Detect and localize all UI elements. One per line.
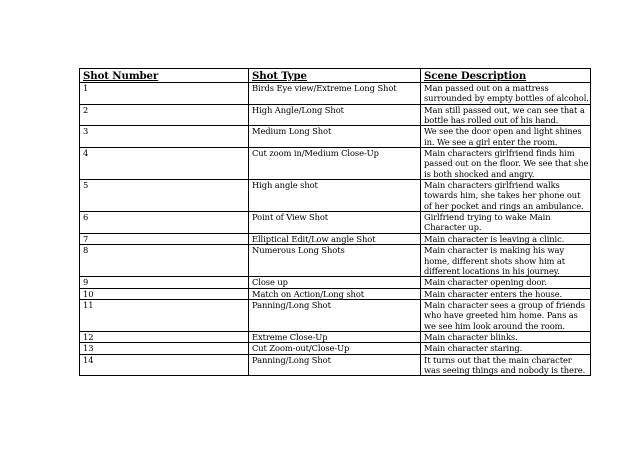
scene-description-cell: Main character opening door. xyxy=(421,277,591,288)
shot-type-cell: High angle shot xyxy=(249,180,421,212)
shot-number-cell: 6 xyxy=(80,212,249,234)
shot-type-cell: Match on Action/Long shot xyxy=(249,288,421,299)
table-row xyxy=(80,245,591,277)
shot-number-cell: 1 xyxy=(80,83,249,105)
scene-description-cell: Main character blinks. xyxy=(421,331,591,342)
shot-number-cell: 10 xyxy=(80,288,249,299)
table-row xyxy=(80,299,591,331)
scene-description-cell: Main characters girlfriend walks towards him, she takes her phone out of her pocket and rings an ambulance. xyxy=(421,180,591,212)
table-row xyxy=(80,126,591,148)
shot-type-cell: High Angle/Long Shot xyxy=(249,104,421,126)
table-row xyxy=(80,354,591,376)
shot-number-cell: 7 xyxy=(80,233,249,244)
scene-description-cell: Main character is leaving a clinic. xyxy=(421,233,591,244)
scene-description-cell: It turns out that the main character was seeing things and nobody is there. xyxy=(421,354,591,376)
shot-number-cell: 13 xyxy=(80,343,249,354)
table-row xyxy=(80,233,591,244)
shot-number-cell: 11 xyxy=(80,299,249,331)
table-row xyxy=(80,83,591,105)
shot-type-cell: Numerous Long Shots xyxy=(249,245,421,277)
table-row xyxy=(80,331,591,342)
shot-type-cell: Panning/Long Shot xyxy=(249,354,421,376)
shot-type-cell: Medium Long Shot xyxy=(249,126,421,148)
scene-description-cell: Girlfriend trying to wake Main Character up. xyxy=(421,212,591,234)
table-row xyxy=(80,180,591,212)
shot-type-cell: Cut Zoom-out/Close-Up xyxy=(249,343,421,354)
shot-number-cell: 12 xyxy=(80,331,249,342)
shot-type-cell: Birds Eye view/Extreme Long Shot xyxy=(249,83,421,105)
scene-description-cell: Man passed out on a mattress surrounded by empty bottles of alcohol. xyxy=(421,83,591,105)
table-row xyxy=(80,212,591,234)
header-shot-number: Shot Number xyxy=(80,69,249,83)
shot-number-cell: 5 xyxy=(80,180,249,212)
shot-number-cell: 4 xyxy=(80,148,249,180)
scene-description-cell: Main character staring. xyxy=(421,343,591,354)
scene-description-cell: Main character is making his way home, different shots show him at different locations in his journey. xyxy=(421,245,591,277)
table-row xyxy=(80,288,591,299)
header-shot-type: Shot Type xyxy=(249,69,421,83)
shot-type-cell: Cut zoom in/Medium Close-Up xyxy=(249,148,421,180)
shot-number-cell: 2 xyxy=(80,104,249,126)
shot-type-cell: Point of View Shot xyxy=(249,212,421,234)
shot-list-document xyxy=(79,68,590,376)
shot-type-cell: Elliptical Edit/Low angle Shot xyxy=(249,233,421,244)
header-scene-description: Scene Description xyxy=(421,69,591,83)
shot-number-cell: 14 xyxy=(80,354,249,376)
scene-description-cell: We see the door open and light shines in. We see a girl enter the room. xyxy=(421,126,591,148)
shot-type-cell: Panning/Long Shot xyxy=(249,299,421,331)
scene-description-cell: Man still passed out, we can see that a bottle has rolled out of his hand. xyxy=(421,104,591,126)
scene-description-cell: Main characters girlfriend finds him passed out on the floor. We see that she is both shocked and angry. xyxy=(421,148,591,180)
scene-description-cell: Main character sees a group of friends who have greeted him home. Pans as we see him look around the room. xyxy=(421,299,591,331)
shot-type-cell: Extreme Close-Up xyxy=(249,331,421,342)
table-header-row xyxy=(80,69,591,83)
table-row xyxy=(80,277,591,288)
table-row xyxy=(80,104,591,126)
shot-list-table xyxy=(79,68,591,376)
scene-description-cell: Main character enters the house. xyxy=(421,288,591,299)
table-row xyxy=(80,343,591,354)
shot-number-cell: 9 xyxy=(80,277,249,288)
table-row xyxy=(80,148,591,180)
shot-number-cell: 8 xyxy=(80,245,249,277)
shot-number-cell: 3 xyxy=(80,126,249,148)
shot-type-cell: Close up xyxy=(249,277,421,288)
